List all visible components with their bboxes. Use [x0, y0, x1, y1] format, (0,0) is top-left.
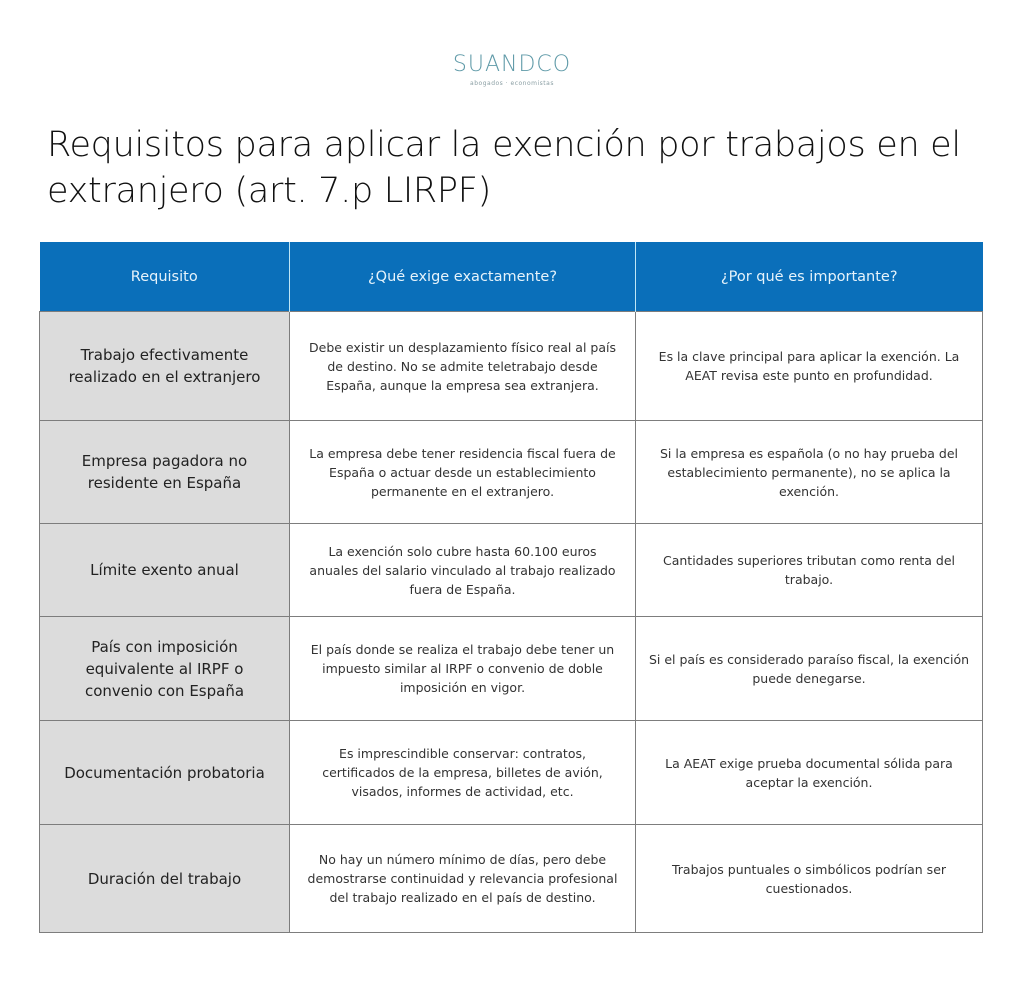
requirement-cell: Trabajo efectivamente realizado en el extranjero: [40, 312, 290, 421]
importance-cell: Si el país es considerado paraíso fiscal, la exención puede denegarse.: [636, 617, 983, 721]
page-title: Requisitos para aplicar la exención por trabajos en el extranjero (art. 7.p LIRPF): [47, 125, 961, 211]
requirement-cell: Documentación probatoria: [40, 721, 290, 825]
requirement-cell: Límite exento anual: [40, 524, 290, 617]
importance-cell: Es la clave principal para aplicar la exención. La AEAT revisa este punto en profundidad.: [636, 312, 983, 421]
requirement-cell: Empresa pagadora no residente en España: [40, 421, 290, 524]
requirement-detail-cell: No hay un número mínimo de días, pero debe demostrarse continuidad y relevancia profesional del trabajo realizado en el país de destino.: [290, 825, 636, 933]
table-row: [40, 617, 983, 721]
requirement-detail-cell: Debe existir un desplazamiento físico real al país de destino. No se admite teletrabajo desde España, aunque la empresa sea extranjera.: [290, 312, 636, 421]
table-row: [40, 421, 983, 524]
requirement-detail-cell: Es imprescindible conservar: contratos, certificados de la empresa, billetes de avión, visados, informes de actividad, etc.: [290, 721, 636, 825]
table-header-row: [40, 242, 983, 312]
logo-name: SUANDCO: [452, 52, 572, 77]
requirement-cell: País con imposición equivalente al IRPF o convenio con España: [40, 617, 290, 721]
requirement-detail-cell: La empresa debe tener residencia fiscal fuera de España o actuar desde un establecimiento permanente en el extranjero.: [290, 421, 636, 524]
requirement-detail-cell: El país donde se realiza el trabajo debe tener un impuesto similar al IRPF o convenio de doble imposición en vigor.: [290, 617, 636, 721]
importance-cell: La AEAT exige prueba documental sólida para aceptar la exención.: [636, 721, 983, 825]
importance-cell: Trabajos puntuales o simbólicos podrían ser cuestionados.: [636, 825, 983, 933]
table-row: [40, 312, 983, 421]
requirement-detail-cell: La exención solo cubre hasta 60.100 euros anuales del salario vinculado al trabajo realizado fuera de España.: [290, 524, 636, 617]
table-row: [40, 721, 983, 825]
importance-cell: Si la empresa es española (o no hay prueba del establecimiento permanente), no se aplica la exención.: [636, 421, 983, 524]
header-requisito: Requisito: [40, 242, 290, 312]
company-logo: [0, 52, 1024, 87]
requirement-cell: Duración del trabajo: [40, 825, 290, 933]
header-que-exige: ¿Qué exige exactamente?: [290, 242, 636, 312]
header-por-que-importante: ¿Por qué es importante?: [636, 242, 983, 312]
requirements-table: [39, 242, 983, 933]
logo-tagline: abogados · economistas: [470, 80, 554, 87]
importance-cell: Cantidades superiores tributan como renta del trabajo.: [636, 524, 983, 617]
table-row: [40, 825, 983, 933]
table-row: [40, 524, 983, 617]
